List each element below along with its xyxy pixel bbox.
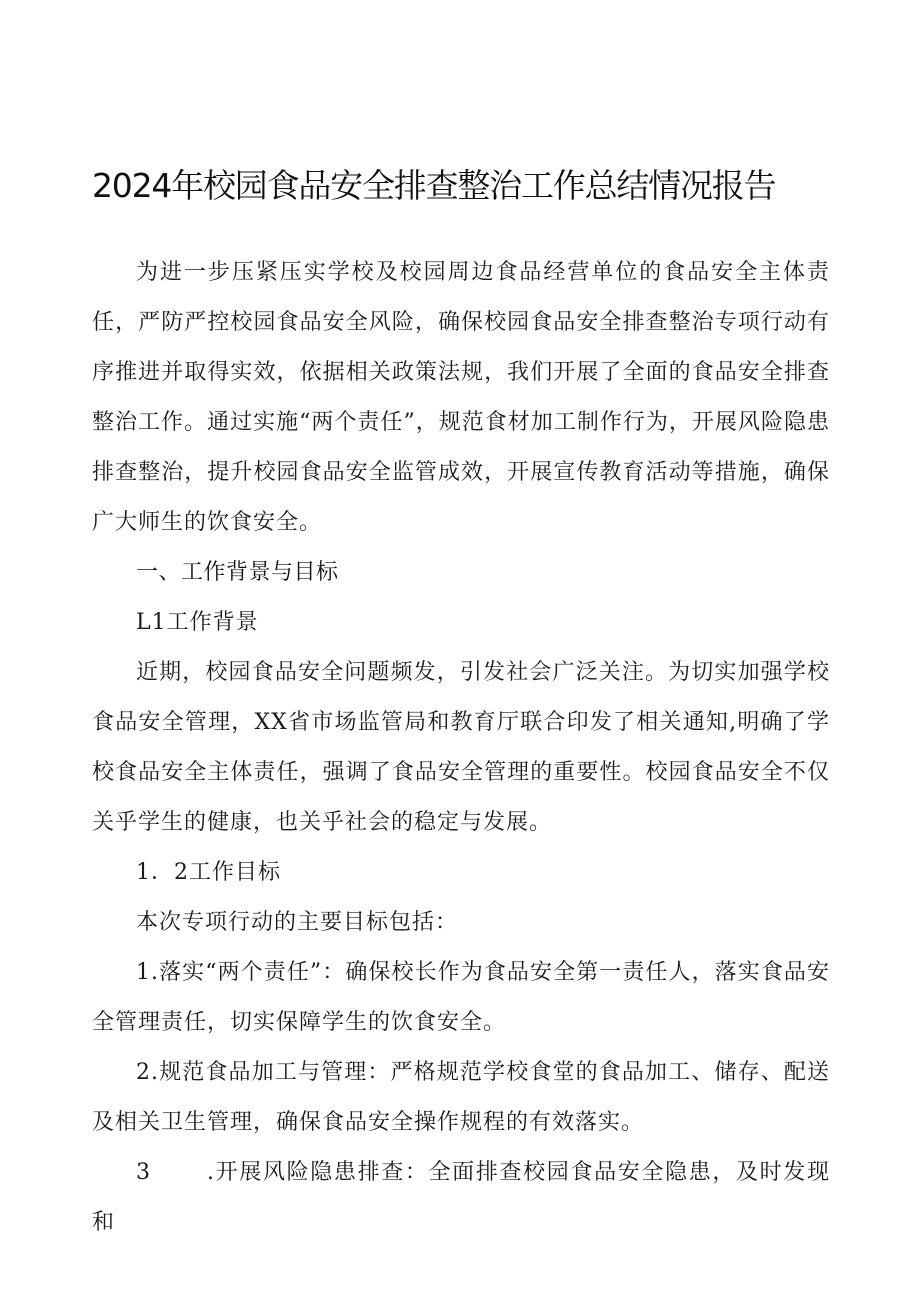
background-paragraph: 近期，校园食品安全问题频发，引发社会广泛关注。为切实加强学校食品安全管理，XX省市场监管局和教育厅联合印发了相关通知,明确了学校食品安全主体责任，强调了食品安全管理的重要性。校园食品安全不仅关乎学生的健康，也关乎社会的稳定与发展。 xyxy=(92,660,830,835)
document-title: 2024年校园食品安全排查整治工作总结情况报告 xyxy=(92,166,776,205)
goal-item-1: 1.落实“两个责任”：确保校长作为食品安全第一责任人，落实食品安全管理责任，切实保障学生的饮食安全。 xyxy=(92,960,830,1035)
goal-item-3-number: 3 xyxy=(136,1160,151,1185)
intro-paragraph: 为进一步压紧压实学校及校园周边食品经营单位的食品安全主体责任，严防严控校园食品安全风险，确保校园食品安全排查整治专项行动有序推进并取得实效，依据相关政策法规，我们开展了全面的食品安全排查整治工作。通过实施“两个责任”，规范食材加工制作行为，开展风险隐患排查整治，提升校园食品安全监管成效，开展宣传教育活动等措施，确保广大师生的饮食安全。 xyxy=(92,260,830,535)
document-body xyxy=(92,248,830,1248)
section-heading: 一、工作背景与目标 xyxy=(136,560,339,585)
goal-item-2: 2.规范食品加工与管理：严格规范学校食堂的食品加工、储存、配送及相关卫生管理，确保食品安全操作规程的有效落实。 xyxy=(92,1060,830,1135)
goal-item-3-text: .开展风险隐患排查：全面排查校园食品安全隐患，及时发现和 xyxy=(92,1160,830,1235)
goals-intro: 本次专项行动的主要目标包括： xyxy=(136,910,459,935)
subsection-heading-goals: 1．2工作目标 xyxy=(136,860,281,885)
goal-item-3 xyxy=(92,1148,830,1248)
subsection-heading-background: L1工作背景 xyxy=(136,610,259,635)
